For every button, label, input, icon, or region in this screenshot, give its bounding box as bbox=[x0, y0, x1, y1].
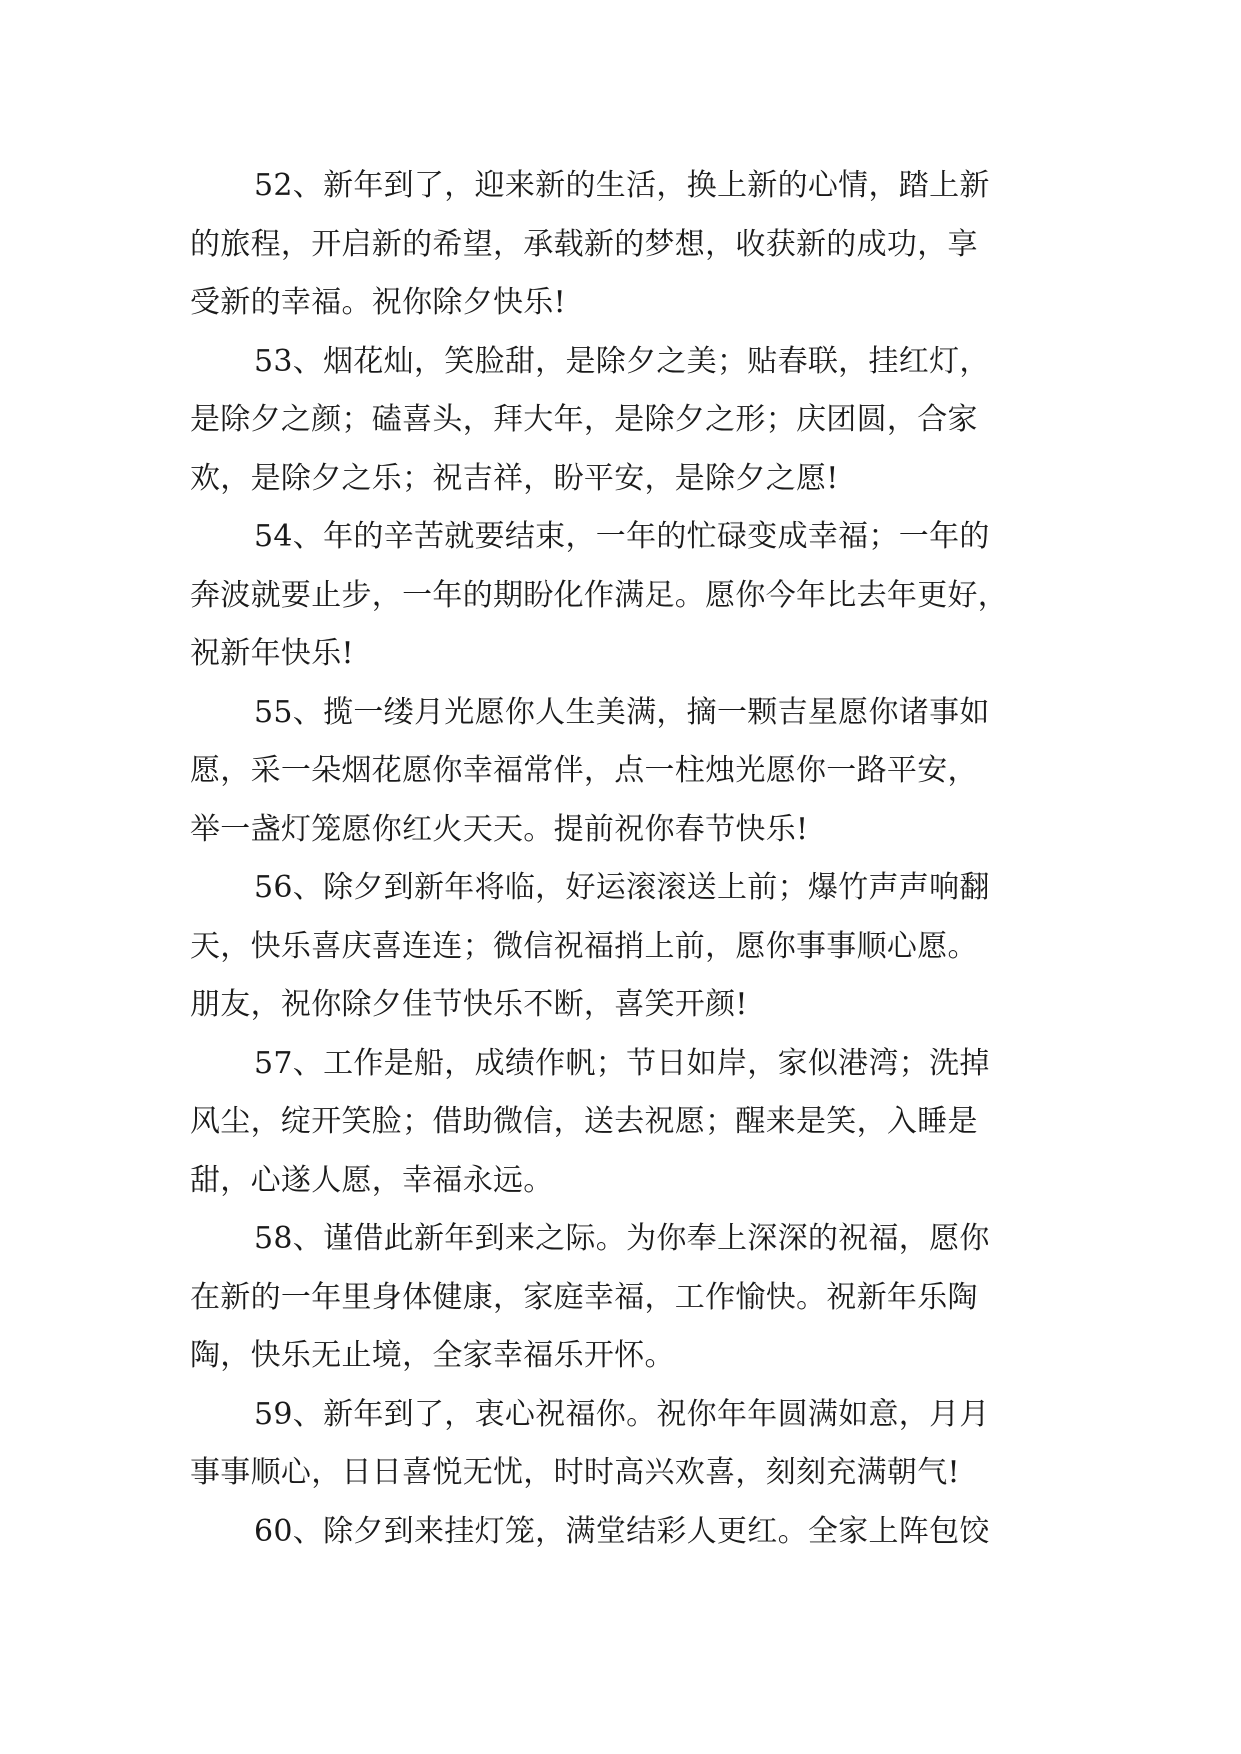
paragraph-54 bbox=[190, 508, 1052, 684]
paragraph-52 bbox=[190, 157, 1052, 333]
paragraph-line: 56、除夕到新年将临，好运滚滚送上前；爆竹声声响翻 bbox=[254, 870, 990, 905]
paragraph-line: 52、新年到了，迎来新的生活，换上新的心情，踏上新 bbox=[254, 168, 990, 203]
paragraph-line: 举一盏灯笼愿你红火天天。提前祝你春节快乐! bbox=[190, 811, 809, 847]
paragraph-line: 在新的一年里身体健康，家庭幸福，工作愉快。祝新年乐陶 bbox=[190, 1279, 978, 1315]
paragraph-55 bbox=[190, 684, 1052, 860]
paragraph-line: 58、谨借此新年到来之际。为你奉上深深的祝福，愿你 bbox=[254, 1221, 990, 1256]
paragraph-56 bbox=[190, 859, 1052, 1035]
paragraph-line: 奔波就要止步，一年的期盼化作满足。愿你今年比去年更好， bbox=[190, 577, 1009, 613]
paragraph-line: 祝新年快乐! bbox=[190, 636, 354, 671]
paragraph-line: 59、新年到了，衷心祝福你。祝你年年圆满如意，月月 bbox=[254, 1396, 990, 1432]
paragraph-line: 事事顺心，日日喜悦无忧，时时高兴欢喜，刻刻充满朝气! bbox=[190, 1455, 960, 1490]
paragraph-line: 55、揽一缕月光愿你人生美满，摘一颗吉星愿你诸事如 bbox=[254, 694, 990, 730]
paragraph-line: 受新的幸福。祝你除夕快乐! bbox=[190, 285, 566, 320]
paragraph-57 bbox=[190, 1035, 1052, 1211]
paragraph-line: 欢，是除夕之乐；祝吉祥，盼平安，是除夕之愿! bbox=[190, 460, 839, 496]
paragraph-line: 甜，心遂人愿，幸福永远。 bbox=[190, 1162, 554, 1198]
paragraph-line: 朋友，祝你除夕佳节快乐不断，喜笑开颜! bbox=[190, 987, 748, 1022]
paragraph-60 bbox=[190, 1503, 1052, 1562]
paragraph-line: 的旅程，开启新的希望，承载新的梦想，收获新的成功，享 bbox=[190, 226, 978, 262]
paragraph-line: 风尘，绽开笑脸；借助微信，送去祝愿；醒来是笑，入睡是 bbox=[190, 1104, 978, 1139]
paragraph-line: 愿，采一朵烟花愿你幸福常伴，点一柱烛光愿你一路平安， bbox=[190, 753, 978, 788]
paragraph-line: 57、工作是船，成绩作帆；节日如岸，家似港湾；洗掉 bbox=[254, 1045, 990, 1081]
paragraph-line: 54、年的辛苦就要结束，一年的忙碌变成幸福；一年的 bbox=[254, 519, 990, 554]
paragraph-line: 陶，快乐无止境，全家幸福乐开怀。 bbox=[190, 1338, 675, 1373]
paragraph-58 bbox=[190, 1210, 1052, 1386]
paragraph-line: 天，快乐喜庆喜连连；微信祝福捎上前，愿你事事顺心愿。 bbox=[190, 928, 978, 964]
paragraph-line: 60、除夕到来挂灯笼，满堂结彩人更红。全家上阵包饺 bbox=[254, 1513, 990, 1549]
paragraph-53 bbox=[190, 333, 1052, 509]
document-body bbox=[190, 157, 1052, 1561]
paragraph-line: 是除夕之颜；磕喜头，拜大年，是除夕之形；庆团圆，合家 bbox=[190, 402, 978, 437]
paragraph-line: 53、烟花灿，笑脸甜，是除夕之美；贴春联，挂红灯， bbox=[254, 343, 990, 379]
paragraph-59 bbox=[190, 1386, 1052, 1503]
